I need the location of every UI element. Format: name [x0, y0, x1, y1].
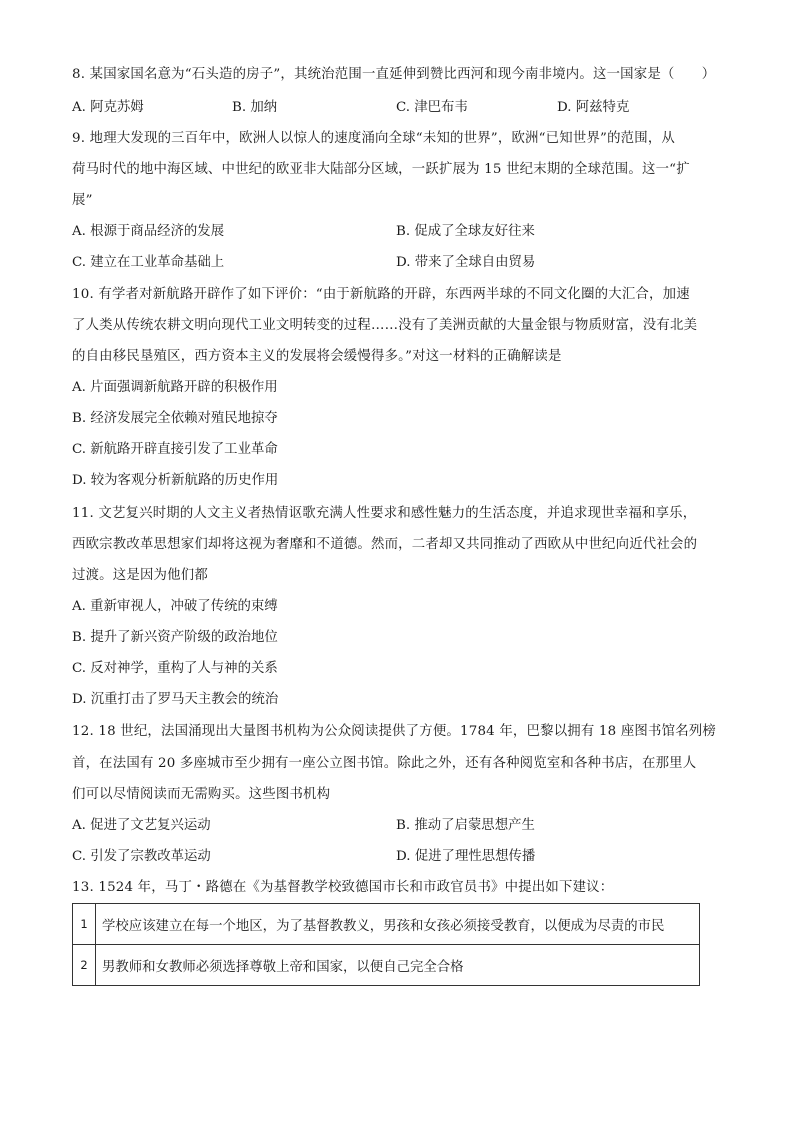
q11-stem-line-3: 过渡。这是因为他们都	[72, 568, 208, 583]
q9-stem-line-1: 9. 地理大发现的三百年中，欧洲人以惊人的速度涌向全球“未知的世界”，欧洲“已知世界”的范围，从	[72, 131, 676, 146]
q10-option-a: A. 片面强调新航路开辟的积极作用	[72, 380, 278, 395]
q8-option-d: D. 阿兹特克	[557, 100, 630, 115]
q12-stem-line-3: 们可以尽情阅读而无需购买。这些图书机构	[72, 787, 331, 802]
q9-option-b: B. 促成了全球友好往来	[396, 224, 535, 239]
q9-option-a: A. 根源于商品经济的发展	[72, 224, 225, 239]
q13-stem: 13. 1524 年，马丁・路德在《为基督教学校致德国市长和市政官员书》中提出如下建议：	[72, 880, 614, 895]
q12-option-d: D. 促进了理性思想传播	[396, 849, 536, 864]
q9-option-d: D. 带来了全球自由贸易	[396, 255, 536, 270]
q12-option-b: B. 推动了启蒙思想产生	[396, 818, 535, 833]
q10-stem-line-2: 了人类从传统农耕文明向现代工业文明转变的过程……没有了美洲贡献的大量金银与物质财富，没有北美	[72, 318, 698, 333]
q8-option-c: C. 津巴布韦	[396, 100, 468, 115]
q12-stem-line-2: 首，在法国有 20 多座城市至少拥有一座公立图书馆。除此之外，还有各种阅览室和各种书店，在那里人	[72, 756, 697, 771]
table-row	[73, 904, 700, 945]
q8-option-a: A. 阿克苏姆	[72, 100, 144, 115]
q13-table	[72, 903, 700, 986]
q9-stem-line-3: 展”	[72, 193, 93, 208]
table-row-text: 学校应该建立在每一个地区，为了基督教教义，男孩和女孩必须接受教育，以便成为尽责的市民	[96, 904, 700, 945]
table-row-number: 2	[73, 945, 96, 986]
q11-stem-line-2: 西欧宗教改革思想家们却将这视为奢靡和不道德。然而，二者却又共同推动了西欧从中世纪向近代社会的	[72, 537, 698, 552]
table-row-number: 1	[73, 904, 96, 945]
q12-option-a: A. 促进了文艺复兴运动	[72, 818, 211, 833]
q11-option-c: C. 反对神学，重构了人与神的关系	[72, 661, 278, 676]
q10-option-c: C. 新航路开辟直接引发了工业革命	[72, 442, 278, 457]
q10-option-d: D. 较为客观分析新航路的历史作用	[72, 473, 279, 488]
q12-option-c: C. 引发了宗教改革运动	[72, 849, 211, 864]
q9-stem-line-2: 荷马时代的地中海区域、中世纪的欧亚非大陆部分区域，一跃扩展为 15 世纪末期的全球范围。这一“扩	[72, 162, 690, 177]
table-row	[73, 945, 700, 986]
q10-stem-line-3: 的自由移民垦殖区，西方资本主义的发展将会缓慢得多。”对这一材料的正确解读是	[72, 349, 562, 364]
q10-option-b: B. 经济发展完全依赖对殖民地掠夺	[72, 411, 278, 426]
q11-stem-line-1: 11. 文艺复兴时期的人文主义者热情讴歌充满人性要求和感性魅力的生活态度，并追求现世幸福和享乐，	[72, 506, 697, 521]
q11-option-d: D. 沉重打击了罗马天主教会的统治	[72, 692, 279, 707]
q9-option-c: C. 建立在工业革命基础上	[72, 255, 225, 270]
q11-option-a: A. 重新审视人，冲破了传统的束缚	[72, 599, 278, 614]
q11-option-b: B. 提升了新兴资产阶级的政治地位	[72, 630, 278, 645]
q10-stem-line-1: 10. 有学者对新航路开辟作了如下评价：“由于新航路的开辟，东西两半球的不同文化圈的大汇合，加速	[72, 287, 690, 302]
q8-option-b: B. 加纳	[232, 100, 278, 115]
table-row-text: 男教师和女教师必须选择尊敬上帝和国家，以便自己完全合格	[96, 945, 700, 986]
q8-stem: 8. 某国家国名意为“石头造的房子”，其统治范围一直延伸到赞比西河和现今南非境内。这一国家是（ ）	[72, 67, 716, 82]
q12-stem-line-1: 12. 18 世纪，法国涌现出大量图书机构为公众阅读提供了方便。1784 年，巴黎以拥有 18 座图书馆名列榜	[72, 724, 716, 739]
